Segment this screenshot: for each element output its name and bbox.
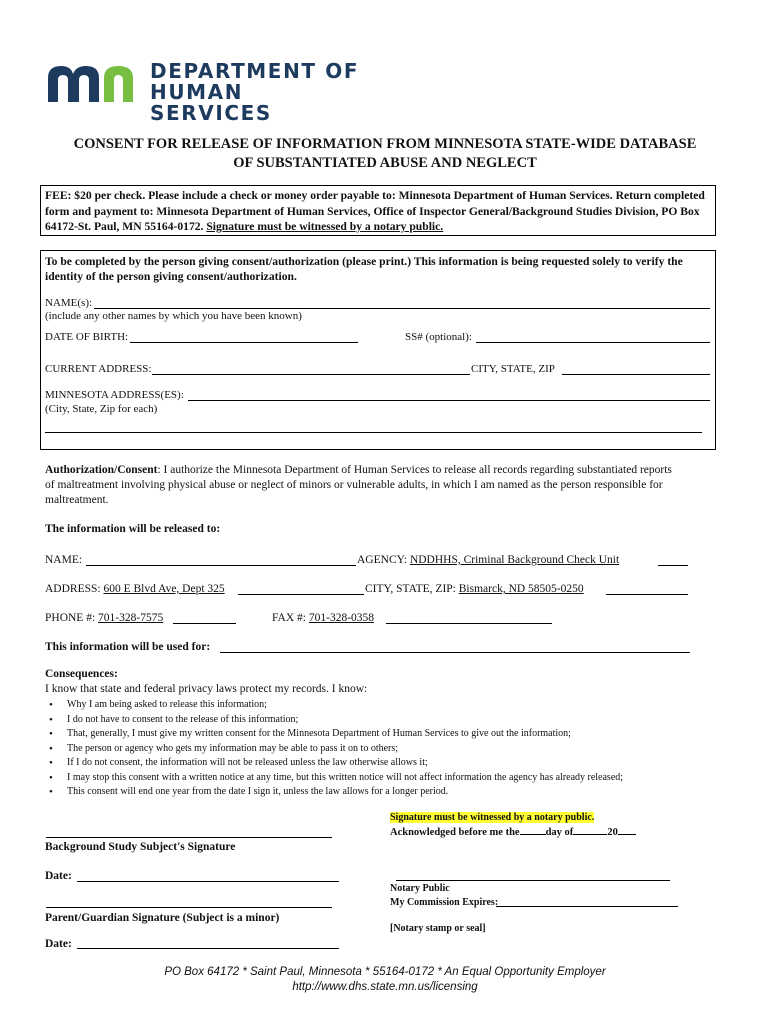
notary-stamp-label: [Notary stamp or seal] [390, 923, 486, 934]
subject-signature-label: Background Study Subject's Signature [45, 841, 236, 853]
fee-text: FEE: $20 per check. Please include a check or money order payable to: Minnesota Department of Human Services. Return completed form and payment to: Minnesota Department of Human Services, Office of Inspector General/Background Studies Division, PO Box 64172-St. Paul, MN 55164-0172. [45, 189, 705, 233]
mn-address-field[interactable] [188, 388, 710, 401]
fax-value: 701-328-0358 [308, 612, 375, 624]
ssn-label: SS# (optional): [405, 331, 472, 343]
phone-line-ext [173, 610, 236, 624]
dob-field[interactable] [130, 330, 358, 343]
name-field[interactable] [94, 296, 710, 309]
mn-logo-icon [45, 62, 145, 104]
mn-address-field-2[interactable] [45, 420, 702, 433]
list-item: • I do not have to consent to the release of this information; [45, 713, 725, 728]
authorization-label: Authorization/Consent [45, 464, 158, 476]
list-item: • The person or agency who gets my information may be able to pass it on to others; [45, 742, 725, 757]
address-field[interactable] [152, 362, 470, 375]
date1-label: Date: [45, 870, 72, 882]
footer-url: http://www.dhs.state.mn.us/licensing [292, 981, 478, 993]
date2-label: Date: [45, 938, 72, 950]
name-label: NAME(s): [45, 297, 93, 309]
list-item: • That, generally, I must give my written consent for the Minnesota Department of Human Services to give out the information; [45, 727, 725, 742]
ack-day-field[interactable] [520, 825, 546, 835]
release-csz-label: CITY, STATE, ZIP: Bismarck, ND 58505-0250 [365, 583, 584, 595]
notary-note: Signature must be witnessed by a notary public. [390, 812, 595, 823]
agency-value: NDDHHS, Criminal Background Check Unit [409, 554, 620, 566]
name-note: (include any other names by which you have been known) [45, 310, 302, 322]
fax-line-ext [386, 610, 552, 624]
list-item: • I may stop this consent with a written notice at any time, but this written notice will not affect information the agency has already released; [45, 771, 725, 786]
acknowledged-line: Acknowledged before me the day of 20 [390, 825, 636, 839]
commission-label: My Commission Expires: [390, 897, 499, 908]
csz-label: CITY, STATE, ZIP [471, 363, 555, 375]
form-title [30, 135, 740, 173]
fee-box [40, 185, 716, 236]
list-item: • This consent will end one year from the date I sign it, unless the law allows for a longer period. [45, 785, 725, 800]
parent-signature-field[interactable] [46, 895, 332, 908]
release-address-value: 600 E Blvd Ave, Dept 325 [103, 583, 225, 595]
release-csz-value: Bismarck, ND 58505-0250 [458, 583, 584, 595]
fax-label: FAX #: 701-328-0358 [272, 612, 375, 624]
agency-label: AGENCY: NDDHHS, Criminal Background Check Unit [357, 554, 620, 566]
release-address-line-ext [238, 581, 364, 595]
notary-signature-field[interactable] [396, 868, 670, 881]
release-name-label: NAME: [45, 554, 83, 566]
notary-required-text: Signature must be witnessed by a notary public. [206, 220, 444, 233]
dhs-logo [45, 59, 365, 125]
csz-field[interactable] [562, 362, 710, 375]
agency-line-ext [658, 552, 688, 566]
release-address-label: ADDRESS: 600 E Blvd Ave, Dept 325 [45, 583, 225, 595]
subject-signature-field[interactable] [46, 825, 332, 838]
dept-line-2: HUMAN SERVICES [150, 80, 272, 125]
ssn-field[interactable] [476, 330, 710, 343]
dept-line-1: DEPARTMENT OF [150, 59, 360, 83]
date2-field[interactable] [77, 935, 339, 949]
subject-heading: To be completed by the person giving consent/authorization (please print.) This information is being requested solely to verify the identity of the person giving consent/authorization. [45, 255, 683, 283]
release-heading: The information will be released to: [45, 523, 221, 535]
consequences-heading: Consequences: [45, 668, 118, 680]
dob-label: DATE OF BIRTH: [45, 331, 129, 343]
ack-month-field[interactable] [573, 825, 607, 835]
commission-field[interactable] [496, 895, 678, 907]
address-label: CURRENT ADDRESS: [45, 363, 152, 375]
used-for-field[interactable] [220, 639, 690, 653]
used-for-label: This information will be used for: [45, 641, 211, 653]
parent-signature-label: Parent/Guardian Signature (Subject is a minor) [45, 912, 280, 924]
ack-year-field[interactable] [618, 825, 636, 835]
footer-address: PO Box 64172 * Saint Paul, Minnesota * 55164-0172 * An Equal Opportunity Employer [164, 966, 606, 978]
date1-field[interactable] [77, 868, 339, 882]
phone-value: 701-328-7575 [98, 612, 164, 624]
mn-address-note: (City, State, Zip for each) [45, 403, 158, 415]
release-name-field[interactable] [86, 552, 356, 566]
footer [0, 965, 770, 995]
authorization-text: : I authorize the Minnesota Department of Human Services to release all records regarding substantiated reports of maltreatment involving physical abuse or neglect of minors or vulnerable adults, in which I am named as the person responsible for maltreatment. [45, 464, 672, 506]
list-item: • Why I am being asked to release this information; [45, 698, 725, 713]
notary-public-label: Notary Public [390, 883, 450, 894]
authorization-paragraph [45, 463, 675, 508]
release-csz-line-ext [606, 581, 688, 595]
consequences-intro: I know that state and federal privacy laws protect my records. I know: [45, 683, 368, 695]
list-item: • If I do not consent, the information will not be released unless the law otherwise allows it; [45, 756, 725, 771]
phone-label: PHONE #: 701-328-7575 [45, 612, 164, 624]
mn-address-label: MINNESOTA ADDRESS(ES): [45, 389, 184, 401]
consequences-list [45, 698, 725, 800]
title-line-1: CONSENT FOR RELEASE OF INFORMATION FROM MINNESOTA STATE-WIDE DATABASE [73, 136, 697, 152]
title-line-2: OF SUBSTANTIATED ABUSE AND NEGLECT [233, 155, 537, 171]
